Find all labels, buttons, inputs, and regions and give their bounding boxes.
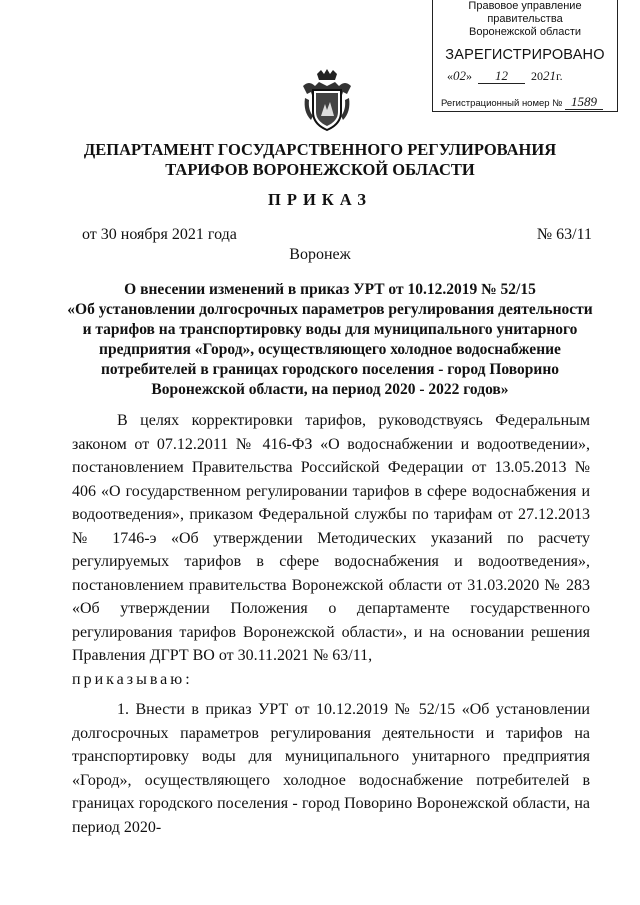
- stamp-date: [447, 68, 563, 84]
- subject-line3: и тарифов на транспортировку воды для муниципального унитарного: [82, 321, 578, 338]
- department-name-line1: ДЕПАРТАМЕНТ ГОСУДАРСТВЕННОГО РЕГУЛИРОВАНИЯ: [83, 140, 557, 159]
- stamp-authority-line1: Правовое управление правительства: [468, 0, 582, 25]
- order-city: Воронеж: [289, 246, 351, 263]
- prikazyvayu-label: приказываю:: [72, 671, 193, 688]
- clause-1-paragraph: 1. Внести в приказ УРТ от 10.12.2019 № 52/15 «Об установлении долгосрочных параметров регулирования деятельности и тарифов на транспортировку воды для муниципального унитарного предприятия «Город», осуществляющего холодное водоснабжение потребителей в границах городского поселения - город Поворино Воронежской области, на период 2020-: [72, 701, 590, 836]
- stamp-date-year-suffix: 21: [543, 68, 556, 83]
- stamp-date-month: 12: [495, 68, 508, 83]
- preamble-paragraph: В целях корректировки тарифов, руководствуясь Федеральным законом от 07.12.2011 № 416-ФЗ «О водоснабжении и водоотведении», постановлением Правительства Российской Федерации от 13.05.2013 № 406 «О государственном регулировании тарифов в сфере водоснабжения и водоотведения», приказом Федеральной службы по тарифам от 27.12.2013 № 1746-э «Об утверждении Методических указаний по расчету регулируемых тарифов в сфере водоснабжения и водоотведения», постановлением правительства Воронежской области от 31.03.2020 № 283 «Об утверждении Положения о департаменте государственного регулирования тарифов Воронежской области», и на основании решения Правления ДГРТ ВО от 30.11.2021 № 63/11,: [72, 412, 590, 664]
- stamp-reg-label: Регистрационный номер №: [441, 98, 563, 109]
- registration-stamp: [432, 0, 618, 112]
- stamp-date-year-g: г.: [556, 69, 563, 83]
- stamp-reg-number: 1589: [565, 94, 603, 110]
- stamp-date-open-quote: «: [447, 69, 453, 83]
- coat-of-arms-icon: [299, 68, 355, 132]
- subject-line1: О внесении изменений в приказ УРТ от 10.12.2019 № 52/15: [124, 281, 536, 298]
- subject-line2: «Об установлении долгосрочных параметров регулирования деятельности: [67, 301, 593, 318]
- stamp-date-close-quote: »: [466, 69, 472, 83]
- stamp-reg-number-line: [441, 94, 603, 110]
- department-name-line2: ТАРИФОВ ВОРОНЕЖСКОЙ ОБЛАСТИ: [165, 160, 475, 179]
- subject-line6: Воронежской области, на период 2020 - 2022 годов»: [151, 381, 509, 398]
- stamp-authority-line2: Воронежской области: [468, 26, 581, 38]
- department-name: [0, 140, 640, 180]
- order-date: от 30 ноября 2021 года: [82, 226, 237, 243]
- subject-line5: потребителей в границах городского поселения - город Поворино: [100, 361, 560, 378]
- stamp-date-day: 02: [453, 68, 466, 83]
- subject-line4: предприятия «Город», осуществляющего холодное водоснабжение: [99, 341, 561, 358]
- order-title: ПРИКАЗ: [268, 190, 372, 209]
- order-number: № 63/11: [536, 226, 592, 243]
- stamp-date-year-prefix: 20: [531, 69, 543, 83]
- order-subject: [60, 280, 600, 400]
- stamp-registered-label: ЗАРЕГИСТРИРОВАНО: [445, 47, 605, 63]
